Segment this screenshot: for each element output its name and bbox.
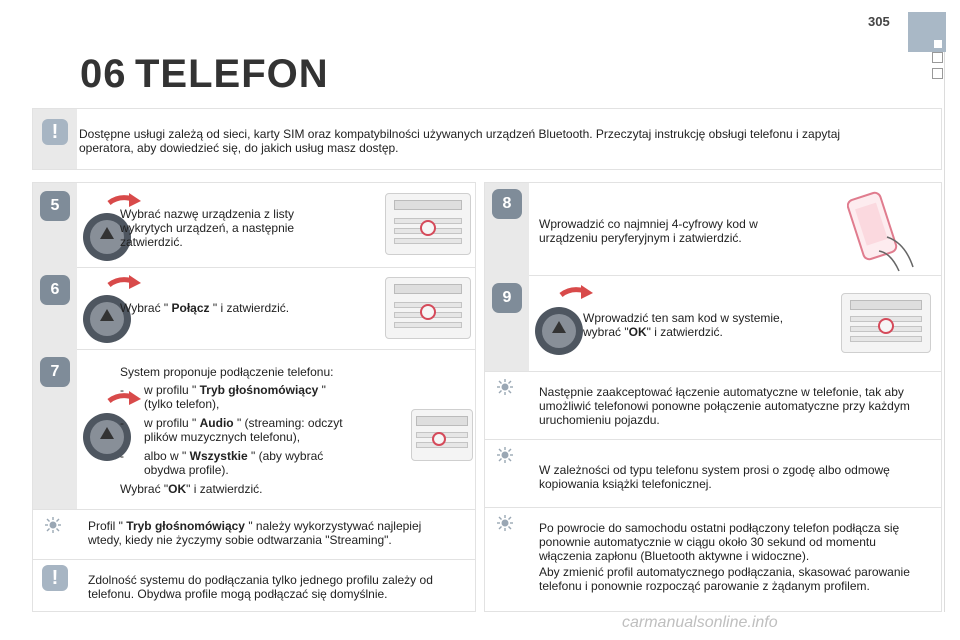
profile-option-list <box>120 383 370 496</box>
warning-text: Zdolność systemu do podłączania tylko jednego profilu zależy od telefonu. Obydwa profile mogą podłączać się domyślnie. <box>88 573 433 601</box>
chapter-tab <box>908 12 946 52</box>
chapter-title: TELEFON <box>135 52 329 96</box>
step-7-confirm: Wybrać "OK" i zatwierdzić. <box>120 482 263 496</box>
notice-top-panel <box>32 108 942 170</box>
right-panel <box>484 182 942 612</box>
tip-sun-icon <box>45 517 61 533</box>
side-marker <box>932 52 943 63</box>
tip-text: Po powrocie do samochodu ostatni podłączony telefon podłącza się ponownie automatycznie w ciągu około 30 sekund od momentu włączenia zapłonu (Bluetooth aktywne i widoczne). <box>539 521 900 563</box>
side-rule <box>944 52 945 612</box>
watermark: carmanualsonline.info <box>622 614 778 631</box>
tip-sun-icon <box>497 379 513 395</box>
warning-icon: ! <box>42 119 68 145</box>
step-5-text: Wybrać nazwę urządzenia z listy wykrytych urządzeń, a następnie zatwierdzić. <box>120 207 295 249</box>
step-8-badge: 8 <box>492 189 522 219</box>
side-marker <box>932 68 943 79</box>
profile-option: - w profilu " Audio " (streaming: odczyt plików muzycznych telefonu), <box>120 416 343 444</box>
step-7-intro: System proponuje podłączenie telefonu: <box>120 365 334 379</box>
step-8-text: Wprowadzić co najmniej 4-cyfrowy kod w urządzeniu peryferyjnym i zatwierdzić. <box>539 217 758 245</box>
smartphone-hand-icon <box>847 191 923 273</box>
radio-unit-image <box>411 409 473 461</box>
chapter-number: 06 <box>80 52 127 96</box>
tip-text: Profil " Tryb głośnomówiący " należy wykorzystywać najlepiej wtedy, kiedy nie życzymy sobie odtwarzania "Streaming". <box>88 519 422 547</box>
step-6-text: Wybrać " Połącz " i zatwierdzić. <box>120 301 290 315</box>
notice-text: Dostępne usługi zależą od sieci, karty SIM oraz kompatybilności używanych urządzeń Bluetooth. Przeczytaj instrukcję obsługi telefonu i zapytaj operatora, aby dowiedzieć się, do jakich usług masz dostęp. <box>79 127 841 155</box>
radio-unit-image <box>385 193 471 255</box>
tip-sun-icon <box>497 515 513 531</box>
step-5-badge: 5 <box>40 191 70 221</box>
step-7-badge: 7 <box>40 357 70 387</box>
radio-unit-image <box>385 277 471 339</box>
tip-text: Aby zmienić profil automatycznego podłączania, skasować parowanie telefonu i ponownie rozpocząć parowanie z żądanym profilem. <box>539 565 910 593</box>
tip-text: W zależności od typu telefonu system prosi o zgodę albo odmowę kopiowania książki telefonicznej. <box>539 463 890 491</box>
left-panel <box>32 182 476 612</box>
profile-option: - w profilu " Tryb głośnomówiący " (tylko telefon), <box>120 383 326 411</box>
step-9-text: Wprowadzić ten sam kod w systemie, wybrać "OK" i zatwierdzić. <box>583 311 784 339</box>
radio-unit-image <box>841 293 931 353</box>
step-6-badge: 6 <box>40 275 70 305</box>
profile-option: - albo w " Wszystkie " (aby wybrać obydwa profile). <box>120 449 324 477</box>
tip-sun-icon <box>497 447 513 463</box>
warning-icon: ! <box>42 565 68 591</box>
tip-text: Następnie zaakceptować łączenie automatyczne w telefonie, tak aby umożliwić telefonowi ponowne połączenie automatyczne przy każdym uruchomieniu pojazdu. <box>539 385 910 427</box>
connect-option: Połącz <box>171 301 210 315</box>
page-number: 305 <box>868 14 890 29</box>
step-9-badge: 9 <box>492 283 522 313</box>
